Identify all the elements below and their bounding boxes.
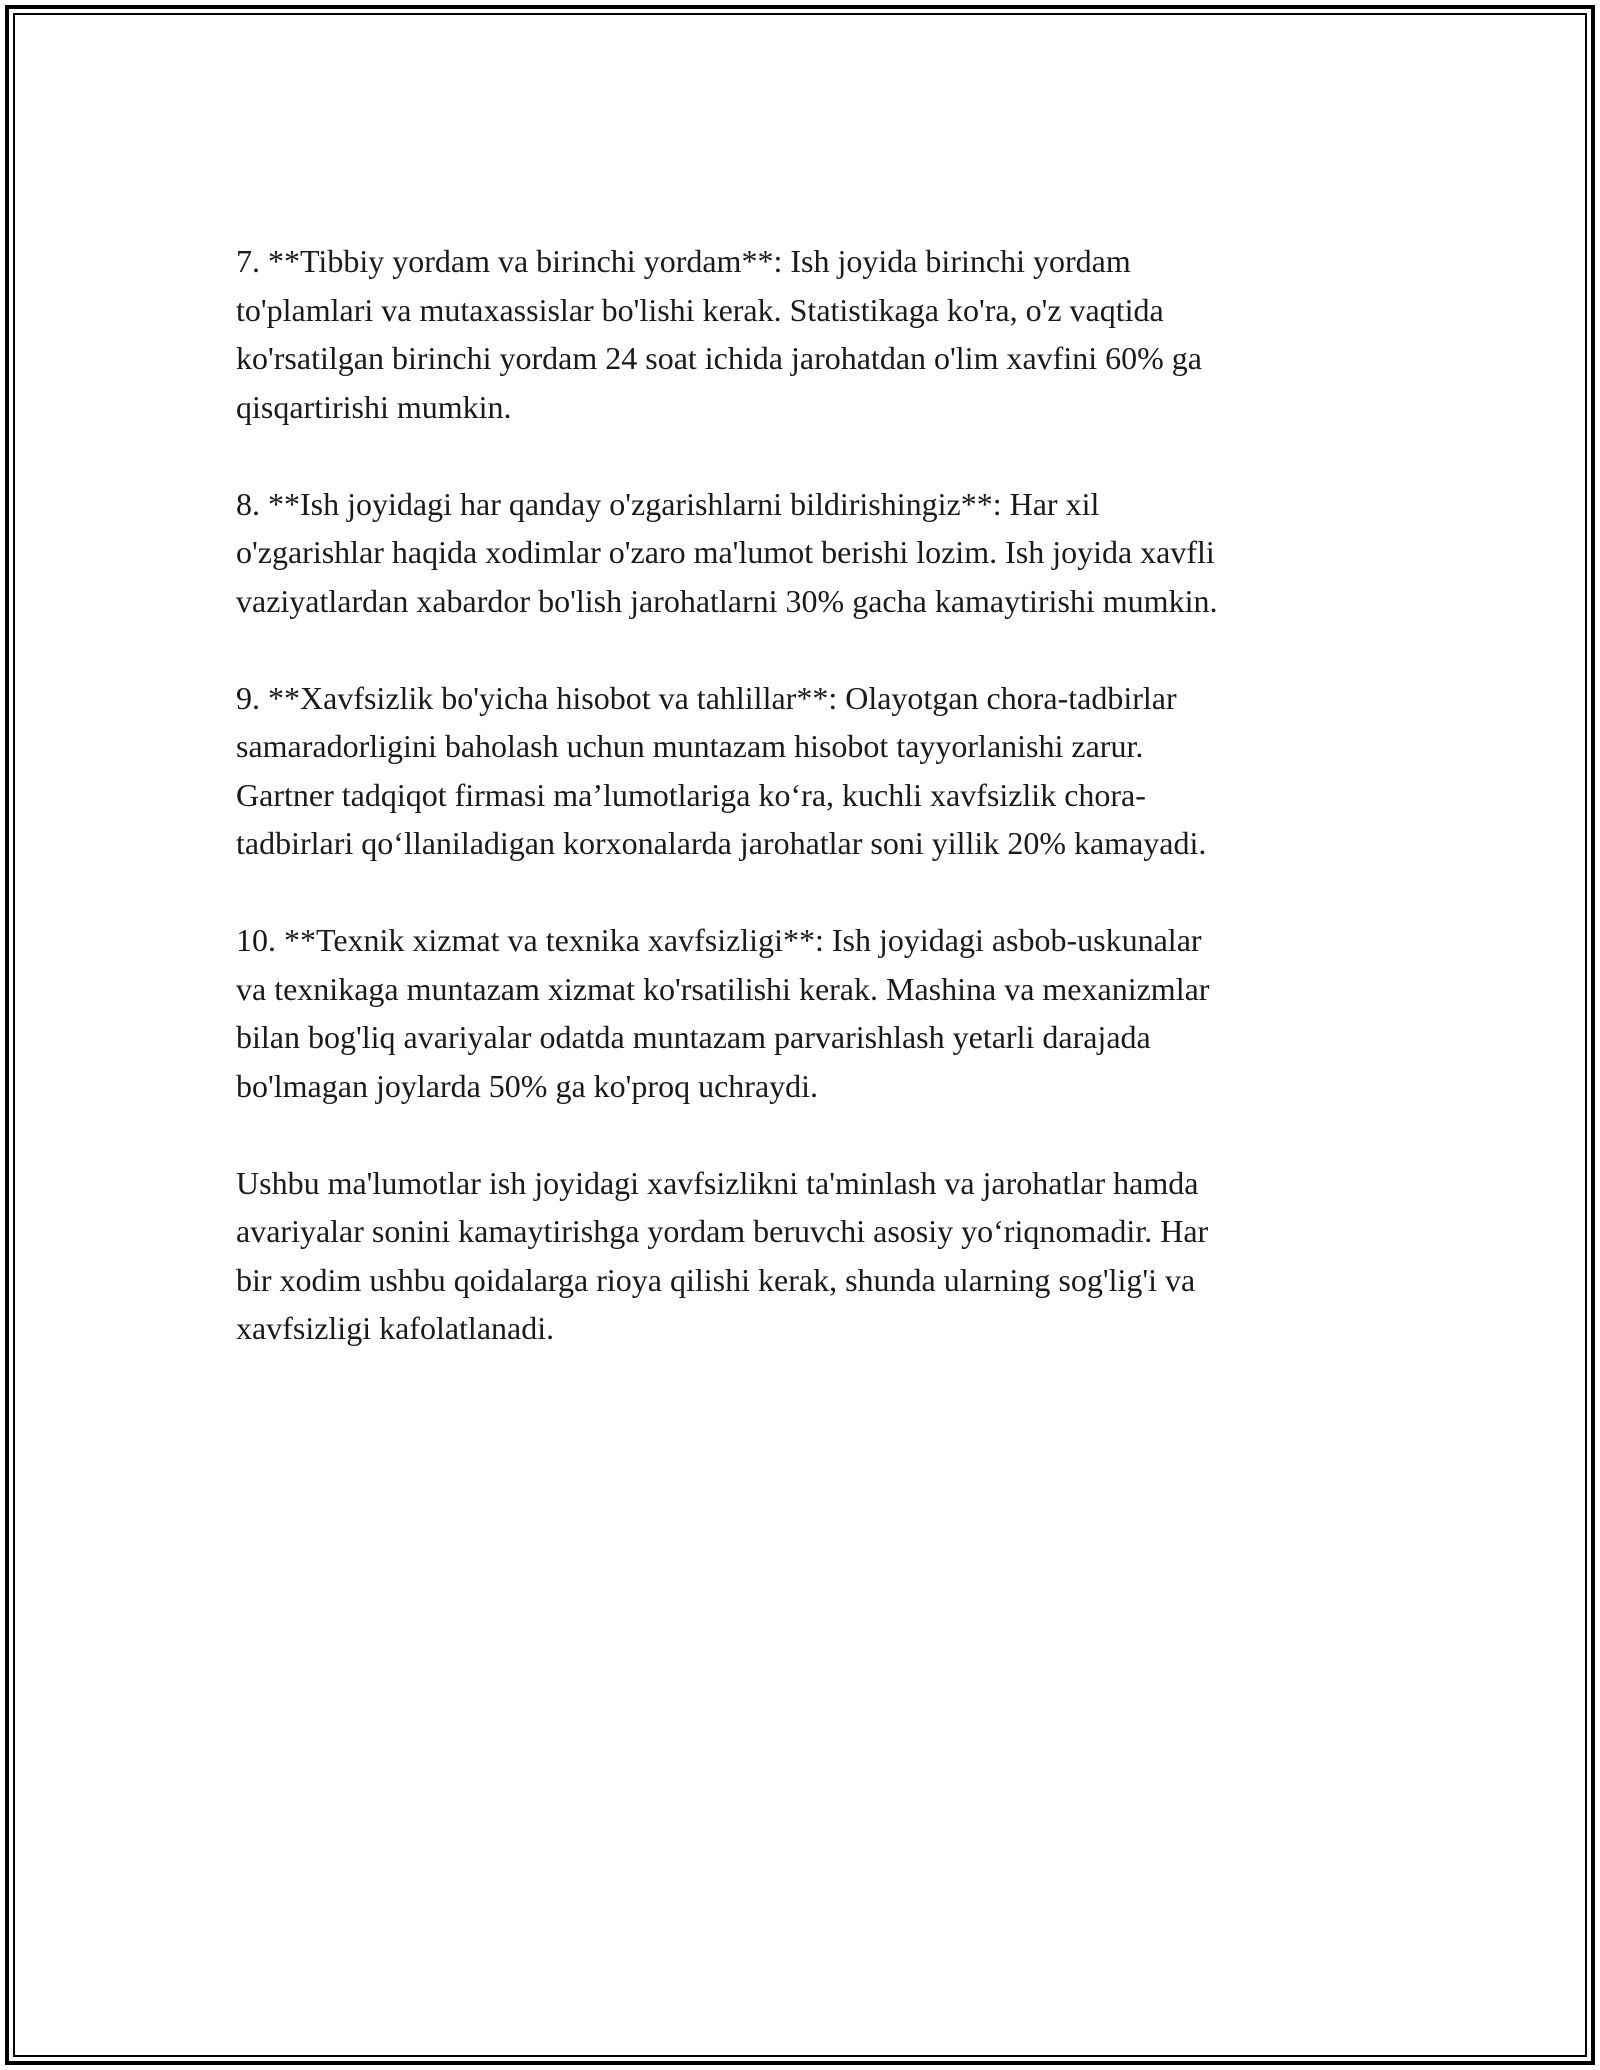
paragraph-conclusion: Ushbu ma'lumotlar ish joyidagi xavfsizlikni ta'minlash va jarohatlar hamda avariyalar sonini kamaytirishga yordam beruvchi asosiy yo‘riqnomadir. Har bir xodim ushbu qoidalarga rioya qilishi kerak, shunda ularning sog'lig'i va xavfsizligi kafolatlanadi. bbox=[236, 1164, 1209, 1346]
paragraph-reporting-changes: 8. **Ish joyidagi har qanday o'zgarishlarni bildirishingiz**: Har xil o'zgarishlar haqida xodimlar o'zaro ma'lumot berishi lozim. Ish joyida xavfli vaziyatlardan xabardor bo'lish jarohatlarni 30% gacha kamaytirishi mumkin. bbox=[236, 485, 1218, 619]
document-body bbox=[236, 237, 1396, 1401]
paragraph-safety-reports: 9. **Xavfsizlik bo'yicha hisobot va tahlillar**: Olayotgan chora-tadbirlar samaradorligini baholash uchun muntazam hisobot tayyorlanishi zarur. Gartner tadqiqot firmasi ma’lumotlariga ko‘ra, kuchli xavfsizlik chora- tadbirlari qo‘llaniladigan korxonalarda jarohatlar soni yillik 20% kamayadi. bbox=[236, 679, 1207, 861]
paragraph-technical-maintenance: 10. **Texnik xizmat va texnika xavfsizligi**: Ish joyidagi asbob-uskunalar va texnikaga muntazam xizmat ko'rsatilishi kerak. Mashina va mexanizmlar bilan bog'liq avariyalar odatda muntazam parvarishlash yetarli darajada bo'lmagan joylarda 50% ga ko'proq uchraydi. bbox=[236, 922, 1210, 1104]
paragraph-first-aid: 7. **Tibbiy yordam va birinchi yordam**: Ish joyida birinchi yordam to'plamlari va mutaxassislar bo'lishi kerak. Statistikaga ko'ra, o'z vaqtida ko'rsatilgan birinchi yordam 24 soat ichida jarohatdan o'lim xavfini 60% ga qisqartirishi mumkin. bbox=[236, 243, 1202, 425]
